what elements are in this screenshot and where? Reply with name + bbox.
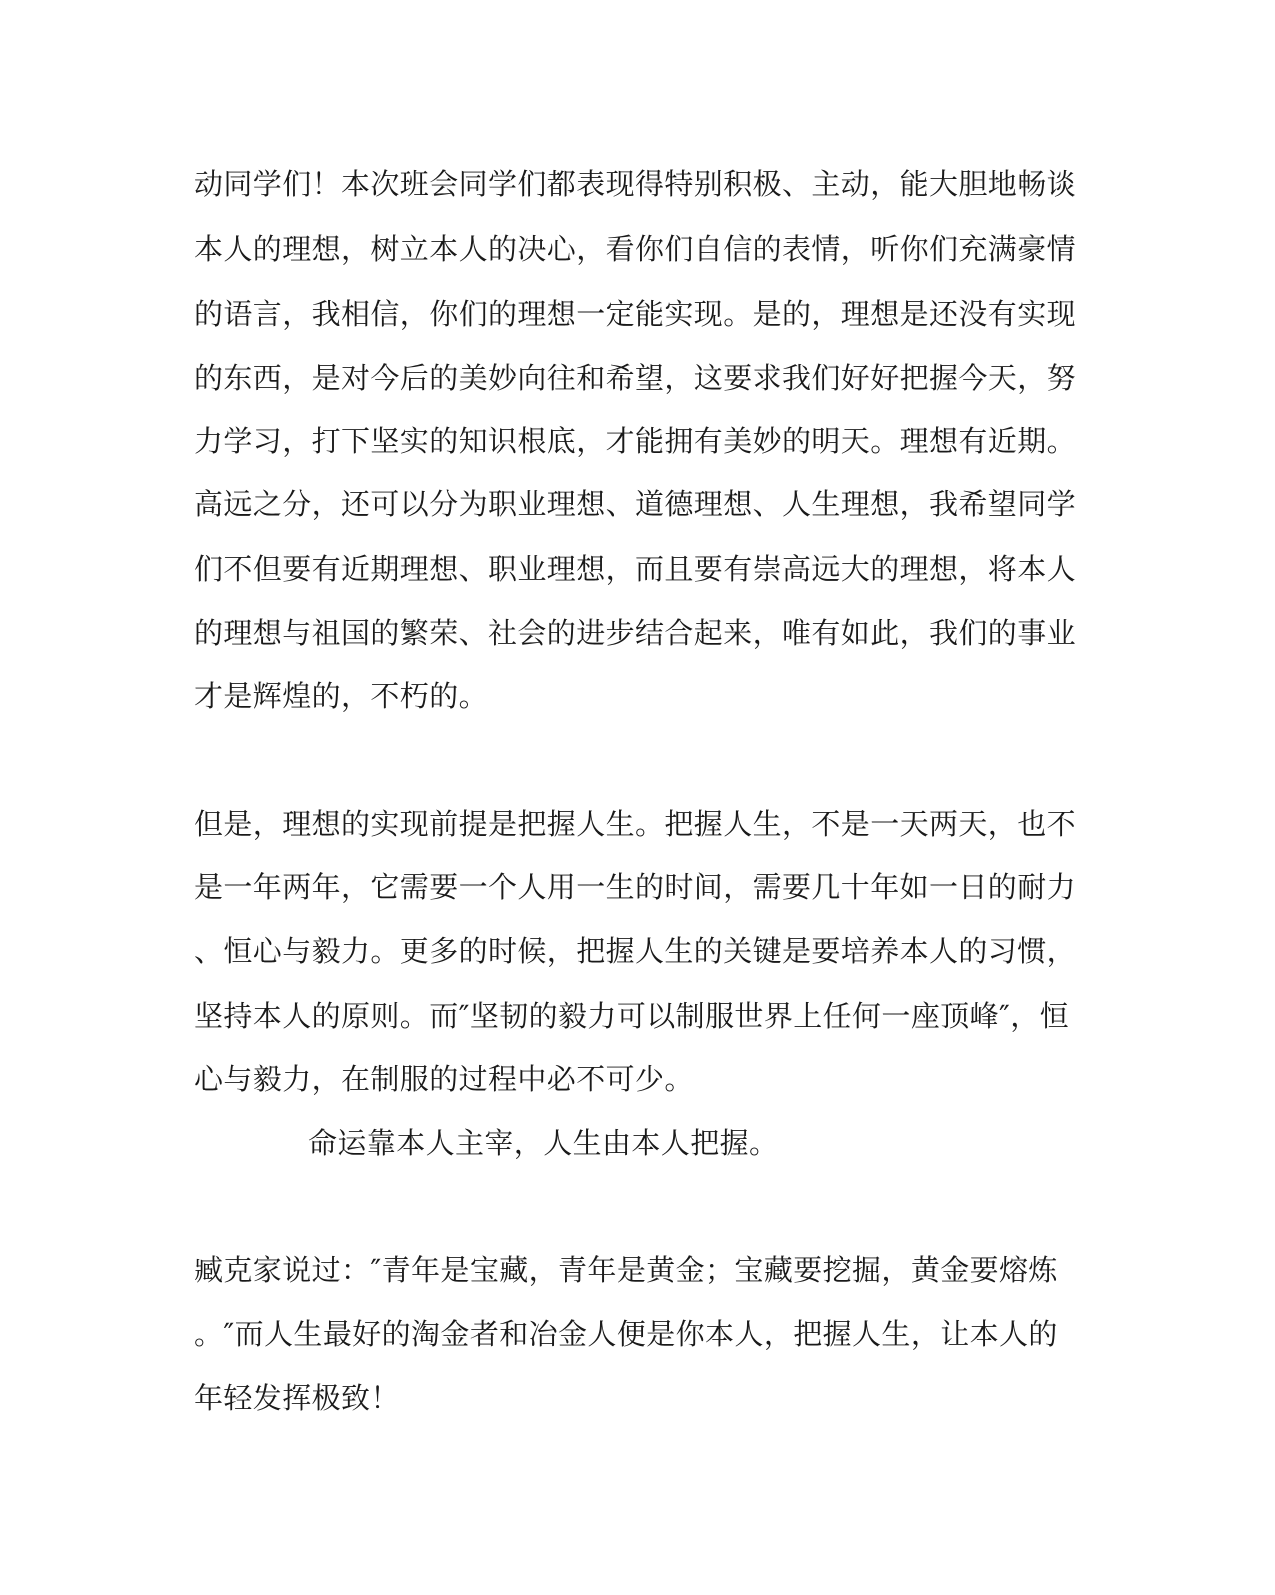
paragraph-3-line-3: 年轻发挥极致！ [194,1381,400,1415]
paragraph-1-line-6: 高远之分，还可以分为职业理想、道德理想、人生理想，我希望同学 [194,487,1077,521]
paragraph-1-line-5: 力学习，打下坚实的知识根底，才能拥有美妙的明天。理想有近期。 [194,424,1077,458]
paragraph-1-line-8: 的理想与祖国的繁荣、社会的进步结合起来，唯有如此，我们的事业 [194,616,1077,650]
paragraph-2-line-5: 心与毅力，在制服的过程中必不可少。 [194,1062,694,1096]
paragraph-1-line-2: 本人的理想，树立本人的决心，看你们自信的表情，听你们充满豪情 [194,232,1077,266]
paragraph-3-line-1: 臧克家说过：″青年是宝藏，青年是黄金；宝藏要挖掘，黄金要熔炼 [194,1253,1058,1287]
quote-line: 命运靠本人主宰，人生由本人把握。 [308,1126,779,1160]
paragraph-2-line-2: 是一年两年，它需要一个人用一生的时间，需要几十年如一日的耐力 [194,870,1077,904]
paragraph-1-line-4: 的东西，是对今后的美妙向往和希望，这要求我们好好把握今天，努 [194,361,1077,395]
paragraph-1-line-3: 的语言，我相信，你们的理想一定能实现。是的，理想是还没有实现 [194,297,1077,331]
paragraph-2-line-3: 、恒心与毅力。更多的时候，把握人生的关键是要培养本人的习惯， [194,934,1077,968]
paragraph-1-line-9: 才是辉煌的，不朽的。 [194,679,489,713]
paragraph-2-line-4: 坚持本人的原则。而″坚韧的毅力可以制服世界上任何一座顶峰″，恒 [194,999,1070,1033]
paragraph-2-line-1: 但是，理想的实现前提是把握人生。把握人生，不是一天两天，也不 [194,807,1077,841]
paragraph-1-line-1: 动同学们！本次班会同学们都表现得特别积极、主动，能大胆地畅谈 [194,167,1077,201]
paragraph-3-line-2: 。″而人生最好的淘金者和冶金人便是你本人，把握人生，让本人的 [194,1317,1058,1351]
paragraph-1-line-7: 们不但要有近期理想、职业理想，而且要有崇高远大的理想，将本人 [194,552,1077,586]
